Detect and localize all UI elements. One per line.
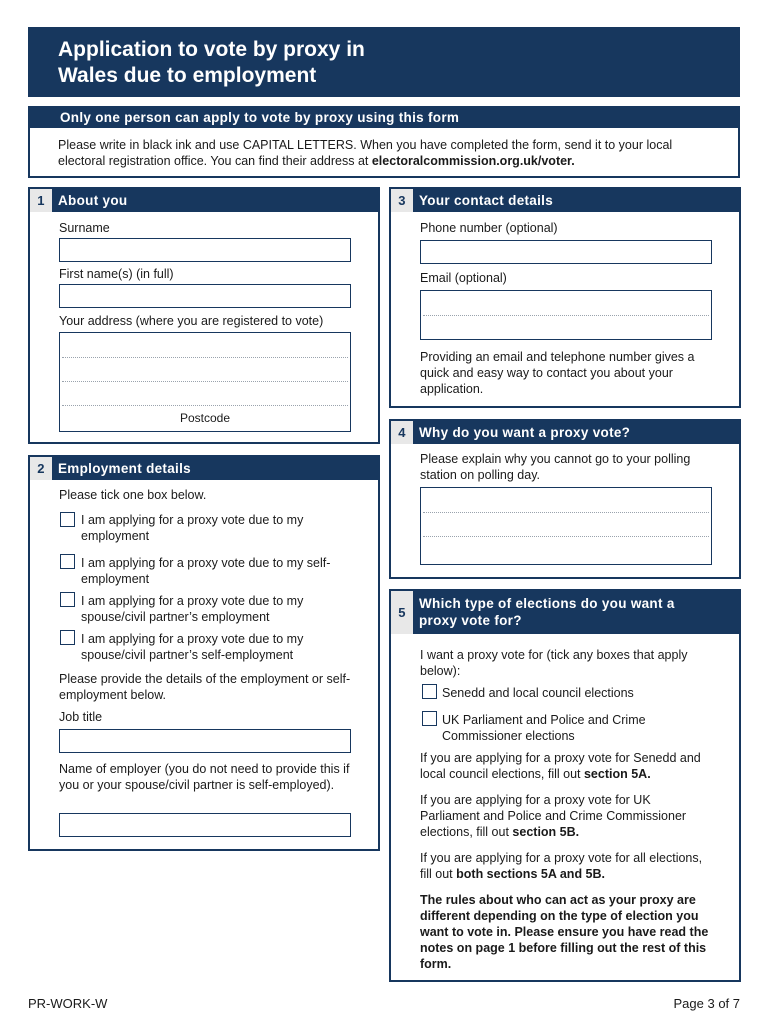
first-names-field[interactable]	[59, 284, 351, 308]
self-employment-checkbox[interactable]	[60, 554, 75, 569]
section-5b-ref: section 5B.	[512, 825, 580, 839]
phone-label: Phone number (optional)	[420, 221, 558, 235]
notice-box	[28, 106, 740, 178]
senedd-instruction	[420, 750, 718, 782]
first-names-label: First name(s) (in full)	[59, 267, 174, 281]
section-heading: Which type of elections do you want a proxy vote for?	[419, 596, 675, 628]
writing-line	[423, 536, 709, 537]
section-1-header	[30, 189, 378, 212]
section-number: 1	[30, 189, 52, 212]
writing-line	[423, 512, 709, 513]
section-employment-details	[28, 455, 380, 851]
employment-option: I am applying for a proxy vote due to my employment	[81, 513, 304, 543]
section-number: 3	[391, 189, 413, 212]
section-3-header	[391, 189, 739, 212]
form-title-line2: Wales due to employment	[58, 64, 317, 87]
address-field[interactable]	[59, 332, 351, 432]
email-label: Email (optional)	[420, 271, 507, 285]
tick-instruction: Please tick one box below.	[59, 488, 207, 502]
senedd-option: Senedd and local council elections	[442, 686, 634, 700]
section-about-you	[28, 187, 380, 444]
notice-text	[30, 128, 738, 169]
page-number: Page 3 of 7	[673, 996, 740, 1011]
details-instruction: Please provide the details of the employment or self-employment below.	[59, 672, 351, 702]
uk-parliament-option: UK Parliament and Police and Crime Commissioner elections	[442, 713, 646, 743]
section-heading: Why do you want a proxy vote?	[419, 425, 631, 440]
spouse-self-employment-checkbox[interactable]	[60, 630, 75, 645]
senedd-checkbox[interactable]	[422, 684, 437, 699]
reason-instruction: Please explain why you cannot go to your polling station on polling day.	[420, 452, 691, 482]
section-number: 5	[391, 591, 413, 634]
job-title-field[interactable]	[59, 729, 351, 753]
section-contact-details	[389, 187, 741, 408]
form-title-line1: Application to vote by proxy in	[58, 38, 365, 61]
employment-checkbox[interactable]	[60, 512, 75, 527]
section-reason	[389, 419, 741, 579]
proxy-rules-note: The rules about who can act as your proxy are different depending on the type of election you want to vote in. Please ensure you have read the notes on page 1 before filling out the rest of this form.	[420, 893, 709, 971]
spouse-self-employment-option: I am applying for a proxy vote due to my spouse/civil partner’s self-employment	[81, 632, 304, 662]
address-label: Your address (where you are registered to vote)	[59, 314, 324, 328]
section-heading: Employment details	[58, 461, 191, 476]
writing-line	[423, 315, 709, 316]
email-field[interactable]	[420, 290, 712, 340]
surname-field[interactable]	[59, 238, 351, 262]
writing-line	[62, 381, 348, 382]
section-number: 4	[391, 421, 413, 444]
section-election-type	[389, 589, 741, 982]
section-number: 2	[30, 457, 52, 480]
employer-label: Name of employer (you do not need to provide this if you or your spouse/civil partner is self-employed).	[59, 762, 350, 792]
writing-line	[62, 357, 348, 358]
job-title-label: Job title	[59, 710, 103, 724]
form-title-banner	[28, 27, 740, 97]
section-4-header	[391, 421, 739, 444]
spouse-employment-checkbox[interactable]	[60, 592, 75, 607]
uk-parliament-checkbox[interactable]	[422, 711, 437, 726]
form-code: PR-WORK-W	[28, 996, 108, 1011]
section-2-header	[30, 457, 378, 480]
section-5-header	[391, 591, 739, 634]
notice-heading: Only one person can apply to vote by proxy using this form	[30, 108, 738, 128]
notice-link[interactable]: electoralcommission.org.uk/voter.	[371, 154, 575, 168]
employer-field[interactable]	[59, 813, 351, 837]
writing-line	[62, 405, 348, 406]
both-sections-ref: both sections 5A and 5B.	[456, 867, 606, 881]
spouse-employment-option: I am applying for a proxy vote due to my spouse/civil partner’s employment	[81, 594, 304, 624]
all-elections-instruction-text: If you are applying for a proxy vote for all elections, fill out	[420, 851, 703, 881]
uk-parliament-instruction	[420, 792, 712, 840]
senedd-instruction-text: If you are applying for a proxy vote for Senedd and local council elections, fill out	[420, 751, 701, 781]
phone-field[interactable]	[420, 240, 712, 264]
reason-field[interactable]	[420, 487, 712, 565]
notice-body: Please write in black ink and use CAPITAL LETTERS. When you have completed the form, send it to your local electoral registration office. You can find their address at	[58, 138, 673, 168]
surname-label: Surname	[59, 221, 110, 235]
uk-parliament-instruction-text: If you are applying for a proxy vote for UK Parliament and Police and Crime Commissioner elections, fill out	[420, 793, 687, 839]
section-5a-ref: section 5A.	[583, 767, 651, 781]
election-intro: I want a proxy vote for (tick any boxes that apply below):	[420, 648, 688, 678]
postcode-label: Postcode	[179, 411, 231, 425]
section-heading: About you	[58, 193, 128, 208]
contact-note: Providing an email and telephone number gives a quick and easy way to contact you about your application.	[420, 350, 695, 396]
section-heading: Your contact details	[419, 193, 554, 208]
self-employment-option: I am applying for a proxy vote due to my self-employment	[81, 556, 331, 586]
all-elections-instruction	[420, 850, 712, 882]
